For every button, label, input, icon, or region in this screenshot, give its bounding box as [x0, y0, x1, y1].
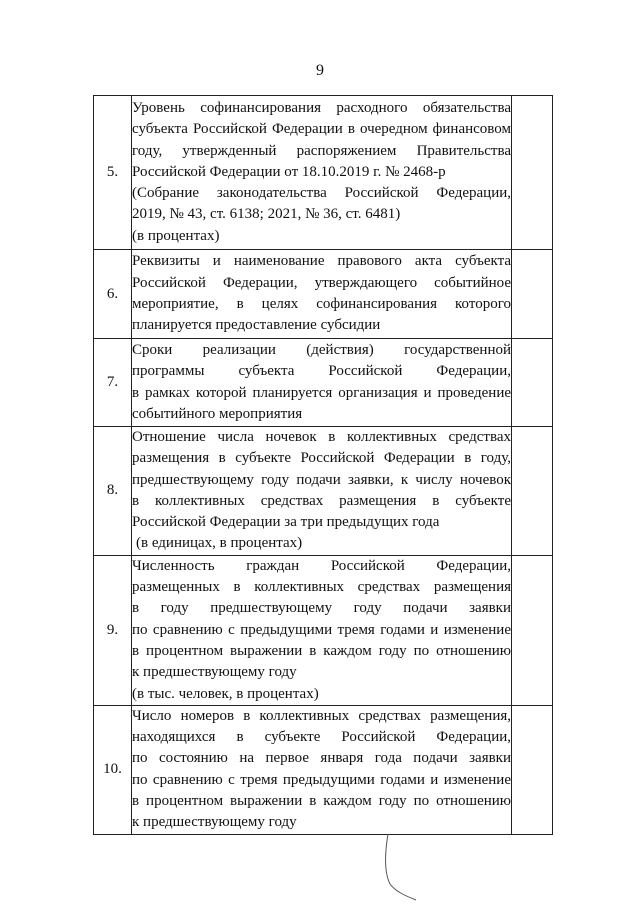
text-line: размещенных в коллективных средствах размещения: [132, 579, 511, 596]
text-line: программы субъекта Российской Федерации,: [132, 363, 511, 380]
text-line: (в процентах): [132, 227, 220, 244]
text-line: (в единицах, в процентах): [136, 535, 303, 552]
text-line: в процентном выражении в каждом году по отношению: [132, 793, 511, 810]
text-line: находящихся в субъекте Российской Федерации,: [132, 729, 511, 746]
text-line: Численность граждан Российской Федерации,: [132, 557, 511, 574]
text-line: по состоянию на первое января года подачи заявки: [132, 750, 511, 767]
row-number: 6.: [94, 250, 132, 339]
text-line: в рамках которой планируется организация и проведение: [132, 384, 511, 401]
text-line: (в тыс. человек, в процентах): [132, 685, 319, 702]
text-line: субъекта Российской Федерации в очередном финансовом: [132, 121, 511, 138]
text-line: в году предшествующему году подачи заявки: [132, 600, 511, 617]
text-line: Российской Федерации от 18.10.2019 г. № 2468-р: [132, 163, 446, 180]
text-line: по сравнению с тремя предыдущими годами и изменение: [132, 771, 511, 788]
row-number: 7.: [94, 339, 132, 427]
text-line: (Собрание законодательства Российской Федерации,: [132, 185, 511, 202]
table-row: [94, 705, 553, 834]
table-row: [94, 96, 553, 250]
row-value-cell[interactable]: [512, 96, 553, 250]
page-number: 9: [316, 62, 324, 79]
text-line: к предшествующему году: [132, 664, 297, 681]
row-number: 10.: [94, 705, 132, 834]
text-line: Число номеров в коллективных средствах размещения,: [132, 707, 511, 724]
text-line: в коллективных средствах размещения в субъекте: [132, 492, 511, 509]
indicator-table: [93, 95, 553, 835]
text-line: Реквизиты и наименование правового акта субъекта: [132, 253, 511, 270]
row-description: [132, 339, 512, 427]
table-row: [94, 339, 553, 427]
row-number: 9.: [94, 555, 132, 705]
text-line: Сроки реализации (действия) государственной: [132, 341, 511, 358]
row-value-cell[interactable]: [512, 555, 553, 705]
text-line: Российской Федерации, утверждающего событийное: [132, 274, 511, 291]
text-line: по сравнению с предыдущими тремя годами и изменение: [132, 621, 511, 638]
row-description: [132, 705, 512, 834]
table-row: [94, 555, 553, 705]
table-row: [94, 250, 553, 339]
text-line: событийного мероприятия: [132, 405, 303, 422]
table-row: [94, 427, 553, 556]
row-value-cell[interactable]: [512, 705, 553, 834]
row-value-cell[interactable]: [512, 250, 553, 339]
text-line: мероприятие, в целях софинансирования которого: [132, 296, 511, 312]
text-line: к предшествующему году: [132, 814, 297, 831]
text-line: предшествующему году подачи заявки, к числу ночевок: [132, 471, 511, 488]
row-number: 8.: [94, 427, 132, 556]
text-line: планируется предоставление субсидии: [132, 317, 381, 334]
text-line: году, утвержденный распоряжением Правительства: [132, 142, 511, 159]
handwritten-mark: [382, 832, 422, 902]
text-line: Отношение числа ночевок в коллективных средствах: [132, 429, 511, 445]
row-description: [132, 555, 512, 705]
text-line: размещения в субъекте Российской Федерации в году,: [132, 450, 511, 467]
row-value-cell[interactable]: [512, 427, 553, 556]
row-value-cell[interactable]: [512, 339, 553, 427]
text-line: в процентном выражении в каждом году по отношению: [132, 642, 511, 659]
text-line: 2019, № 43, ст. 6138; 2021, № 36, ст. 6481): [132, 206, 401, 223]
row-description: [132, 96, 512, 250]
row-description: [132, 250, 512, 339]
table-body: [94, 96, 553, 835]
text-line: Российской Федерации за три предыдущих года: [132, 514, 440, 531]
text-line: Уровень софинансирования расходного обязательства: [132, 99, 511, 116]
row-number: 5.: [94, 96, 132, 250]
row-description: [132, 427, 512, 556]
